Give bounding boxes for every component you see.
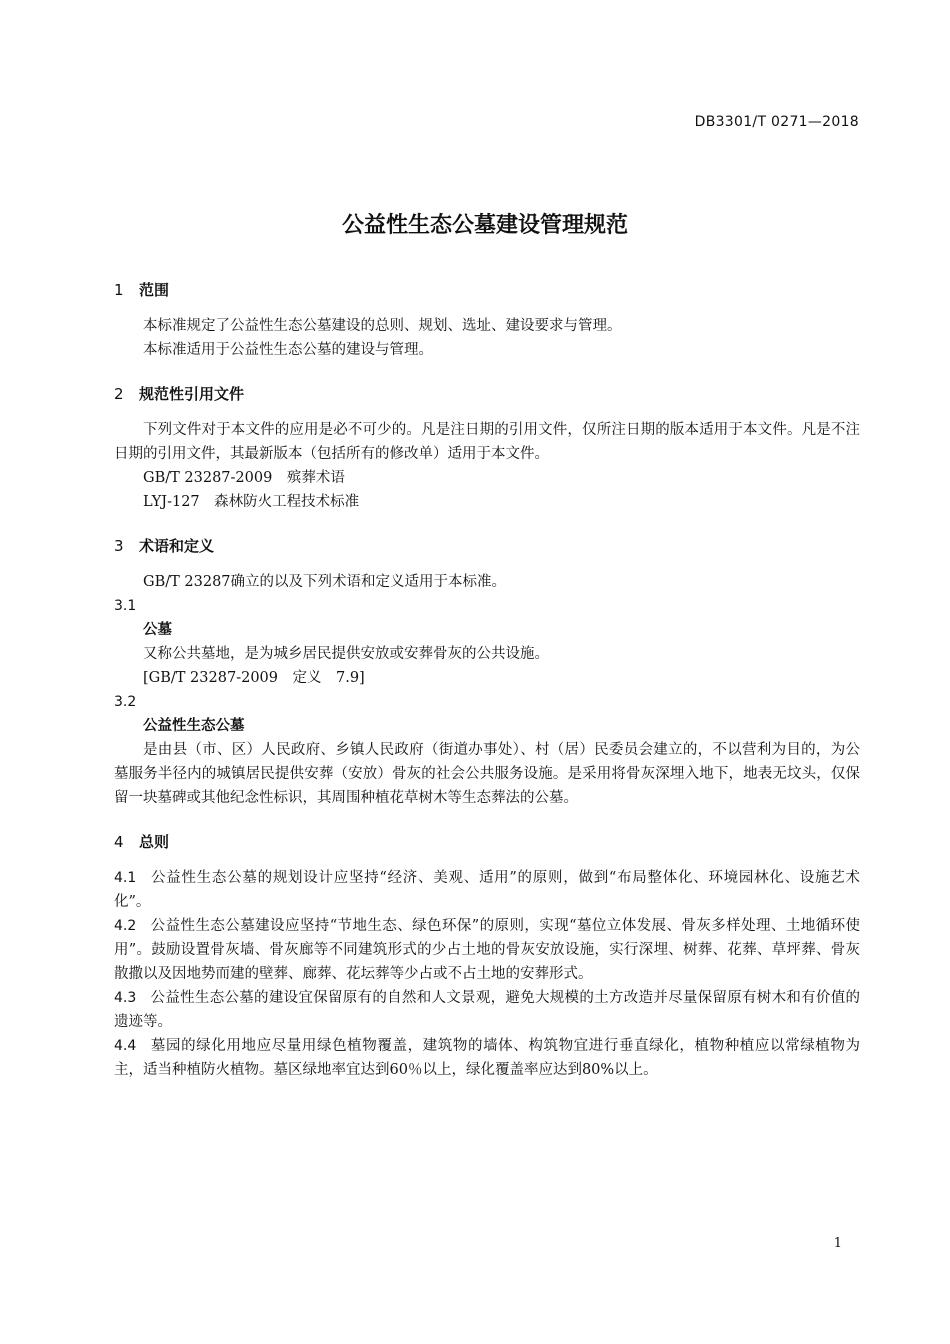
clause-text: 公益性生态公墓建设应坚持“节地生态、绿色环保”的原则，实现“墓位立体发展、骨灰多样处理、土地循环使用”。鼓励设置骨灰墙、骨灰廊等不同建筑形式的少占土地的骨灰安放设施，实行深埋、树葬、花葬、草坪葬、骨灰散撒以及因地势而建的壁葬、廊葬、花坛葬等少占或不占土地的安葬形式。 xyxy=(114,918,860,982)
term-definition: 是由县（市、区）人民政府、乡镇人民政府（街道办事处）、村（居）民委员会建立的，不以营利为目的，为公墓服务半径内的城镇居民提供安葬（安放）骨灰的社会公共服务设施。是采用将骨灰深埋入地下，地表无坟头，仅保留一块墓碑或其他纪念性标识，其周围种植花草树木等生态葬法的公墓。 xyxy=(114,742,860,806)
clause-text: 公益性生态公墓的规划设计应坚持“经济、美观、适用”的原则，做到“布局整体化、环境园林化、设施艺术化”。 xyxy=(114,870,860,910)
section-1-heading xyxy=(114,280,860,300)
section-title: 总则 xyxy=(139,833,170,851)
term-number: 3.2 xyxy=(114,694,137,710)
term-source: [GB/T 23287-2009 定义 7.9] xyxy=(143,670,365,686)
section-number: 2 xyxy=(114,385,124,403)
section-3-heading xyxy=(114,536,860,556)
clause-number: 4.2 xyxy=(114,918,137,934)
references-intro: 下列文件对于本文件的应用是必不可少的。凡是注日期的引用文件，仅所注日期的版本适用于本文件。凡是不注日期的引用文件，其最新版本（包括所有的修改单）适用于本文件。 xyxy=(114,422,860,462)
clause-text: 墓园的绿化用地应尽量用绿色植物覆盖，建筑物的墙体、构筑物宜进行垂直绿化，植物种植应以常绿植物为主，适当种植防火植物。墓区绿地率宜达到60％以上，绿化覆盖率应达到80%以上。 xyxy=(114,1038,860,1078)
scope-paragraph-2: 本标准适用于公益性生态公墓的建设与管理。 xyxy=(143,342,433,358)
document-body xyxy=(114,280,860,1082)
section-title: 术语和定义 xyxy=(139,537,215,555)
section-4-heading xyxy=(114,832,860,852)
term-name: 公益性生态公墓 xyxy=(143,718,245,734)
clause-4-1 xyxy=(114,866,860,914)
page-number: 1 xyxy=(833,1236,842,1251)
term-definition: 又称公共墓地，是为城乡居民提供安放或安葬骨灰的公共设施。 xyxy=(143,646,549,662)
section-title: 规范性引用文件 xyxy=(139,385,245,403)
terms-intro: GB/T 23287确立的以及下列术语和定义适用于本标准。 xyxy=(143,574,507,590)
clause-number: 4.4 xyxy=(114,1038,137,1054)
clause-4-4 xyxy=(114,1034,860,1082)
section-number: 1 xyxy=(114,281,124,299)
clause-number: 4.1 xyxy=(114,870,137,886)
clause-4-3 xyxy=(114,986,860,1034)
section-title: 范围 xyxy=(139,281,170,299)
section-number: 3 xyxy=(114,537,124,555)
reference-item: GB/T 23287-2009 殡葬术语 xyxy=(143,470,345,486)
document-number: DB3301/T 0271—2018 xyxy=(694,114,859,130)
term-name: 公墓 xyxy=(143,622,172,638)
section-number: 4 xyxy=(114,833,124,851)
clause-text: 公益性生态公墓的建设宜保留原有的自然和人文景观，避免大规模的土方改造并尽量保留原有树木和有价值的遗迹等。 xyxy=(114,990,860,1030)
reference-item: LYJ-127 森林防火工程技术标准 xyxy=(143,494,360,510)
clause-number: 4.3 xyxy=(114,990,137,1006)
clause-4-2 xyxy=(114,914,860,986)
page-title: 公益性生态公墓建设管理规范 xyxy=(341,213,628,238)
scope-paragraph-1: 本标准规定了公益性生态公墓建设的总则、规划、选址、建设要求与管理。 xyxy=(143,318,622,334)
term-number: 3.1 xyxy=(114,598,137,614)
section-2-heading xyxy=(114,384,860,404)
